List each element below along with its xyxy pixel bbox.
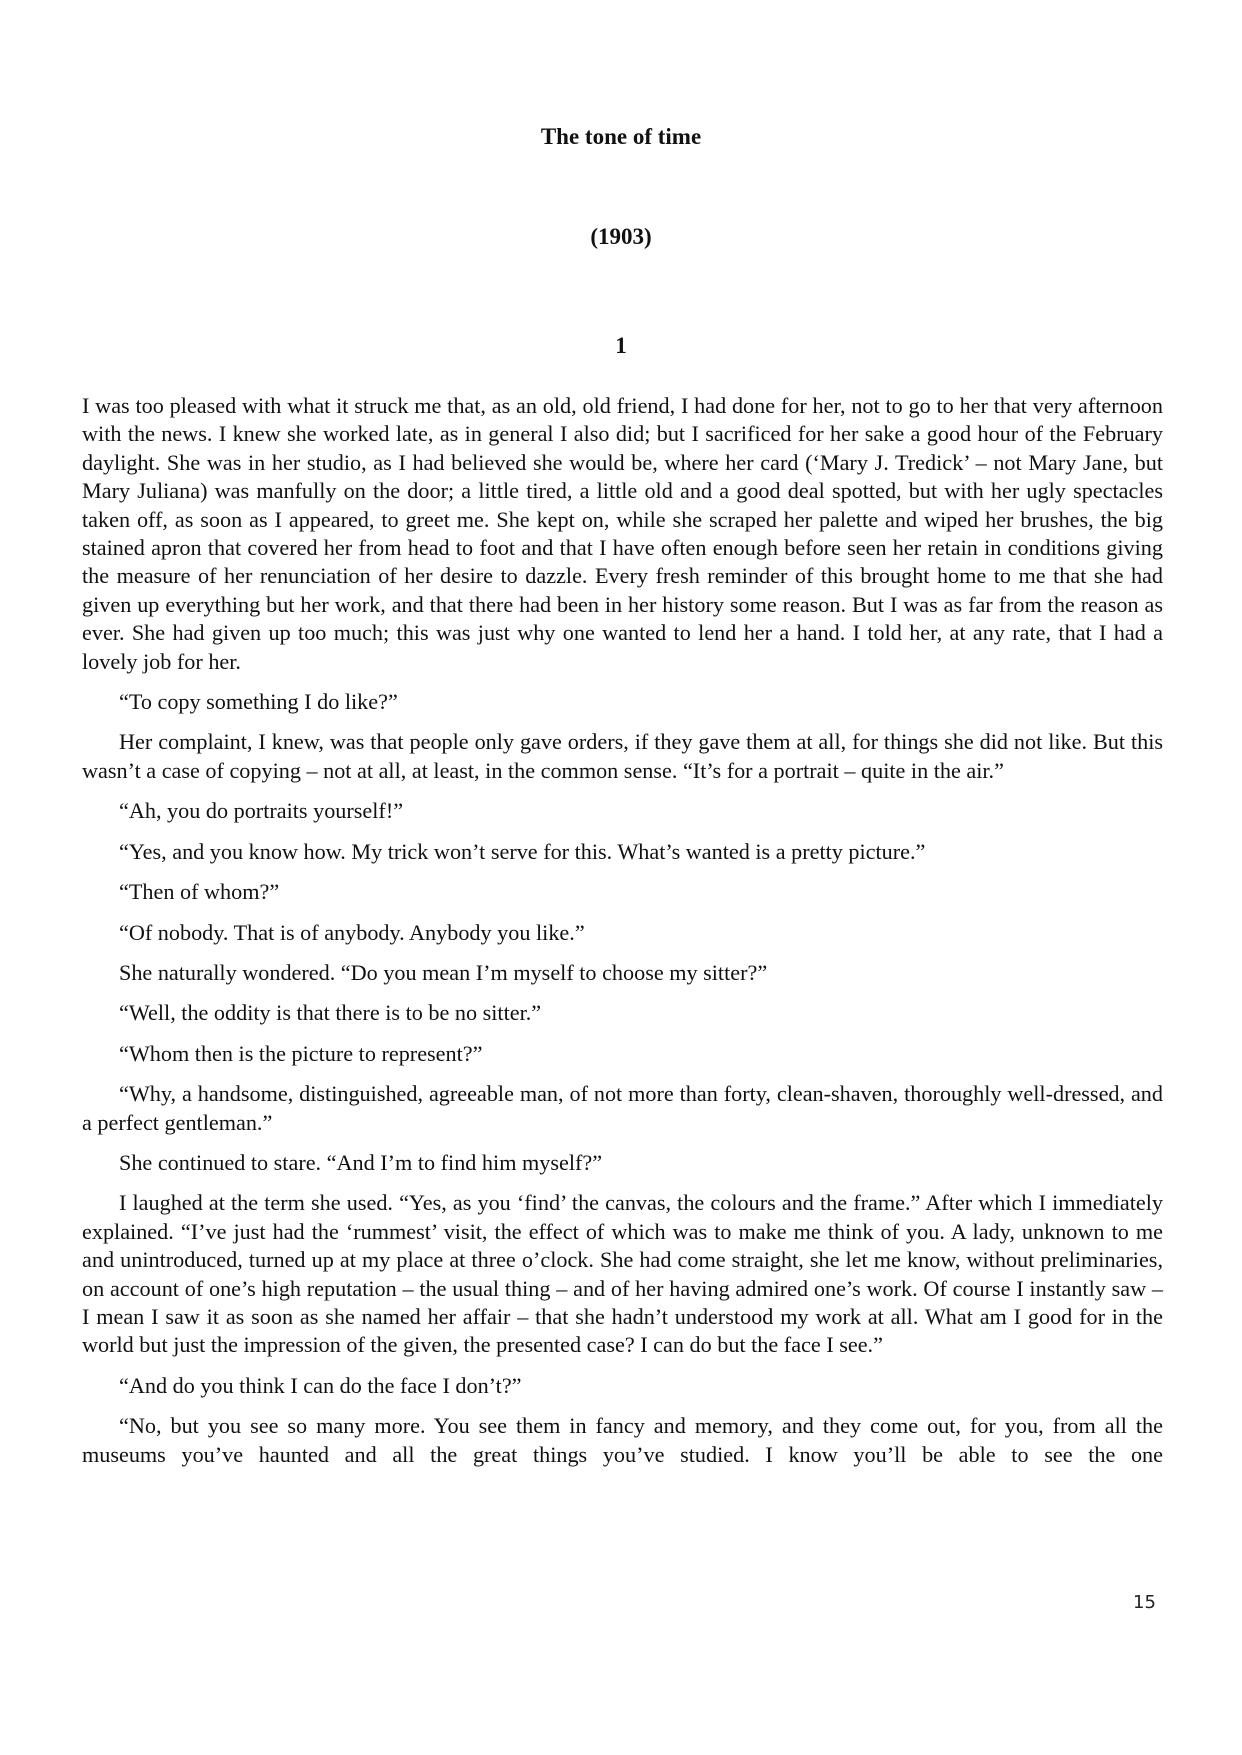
story-title: The tone of time: [540, 124, 702, 149]
paragraph: “No, but you see so many more. You see them in fancy and memory, and they come out, for you, from all the museums you’ve haunted and all the great things you’ve studied. I know you’ll be able to see the one: [82, 1413, 1163, 1467]
paragraph: “Whom then is the picture to represent?”: [119, 1040, 483, 1066]
paragraph: I laughed at the term she used. “Yes, as you ‘find’ the canvas, the colours and the frame.” After which I immediately explained. “I’ve just had the ‘rummest’ visit, the effect of which was to make me think of you. A lady, unknown to me and unintroduced, turned up at my place at three o’clock. She had come straight, she let me know, without preliminaries, on account of one’s high reputation – the usual thing – and of her having admired one’s work. Of course I instantly saw – I mean I saw it as soon as she named her affair – that she hadn’t understood my work at all. What am I good for in the world but just the impression of the given, the presented case? I can do but the face I see.”: [82, 1190, 1163, 1358]
paragraph: “Ah, you do portraits yourself!”: [119, 798, 404, 824]
chapter-number: 1: [615, 333, 627, 358]
paragraph: “Of nobody. That is of anybody. Anybody you like.”: [119, 919, 585, 945]
paragraph: Her complaint, I knew, was that people only gave orders, if they gave them at all, for things she did not like. But this wasn’t a case of copying – not at all, at least, in the common sense. “It’s for a portrait – quite in the air.”: [82, 729, 1163, 783]
paragraph: “Yes, and you know how. My trick won’t serve for this. What’s wanted is a pretty picture.”: [119, 838, 926, 864]
body-text: [82, 392, 1163, 1469]
paragraph: “Then of whom?”: [119, 879, 280, 905]
paragraph: She naturally wondered. “Do you mean I’m myself to choose my sitter?”: [119, 959, 768, 985]
paragraph: “Why, a handsome, distinguished, agreeable man, of not more than forty, clean-shaven, thoroughly well-dressed, and a perfect gentleman.”: [82, 1081, 1163, 1135]
paragraph: She continued to stare. “And I’m to find him myself?”: [119, 1149, 603, 1175]
page-number: 15: [1133, 1592, 1156, 1613]
paragraph: “To copy something I do like?”: [119, 689, 398, 715]
paragraph: I was too pleased with what it struck me that, as an old, old friend, I had done for her, not to go to her that very afternoon with the news. I knew she worked late, as in general I also did; but I sacrificed for her sake a good hour of the February daylight. She was in her studio, as I had believed she would be, where her card (‘Mary J. Tredick’ – not Mary Jane, but Mary Juliana) was manfully on the door; a little tired, a little old and a good deal spotted, but with her ugly spectacles taken off, as soon as I appeared, to greet me. She kept on, while she scraped her palette and wiped her brushes, the big stained apron that covered her from head to foot and that I have often enough before seen her retain in conditions giving the measure of her renunciation of her desire to dazzle. Every fresh reminder of this brought home to me that she had given up everything but her work, and that there had been in her history some reason. But I was as far from the reason as ever. She had given up too much; this was just why one wanted to lend her a hand. I told her, at any rate, that I had a lovely job for her.: [82, 393, 1163, 674]
paragraph: “Well, the oddity is that there is to be no sitter.”: [119, 1000, 542, 1026]
paragraph: “And do you think I can do the face I don’t?”: [119, 1372, 522, 1398]
publication-year: (1903): [590, 224, 652, 249]
